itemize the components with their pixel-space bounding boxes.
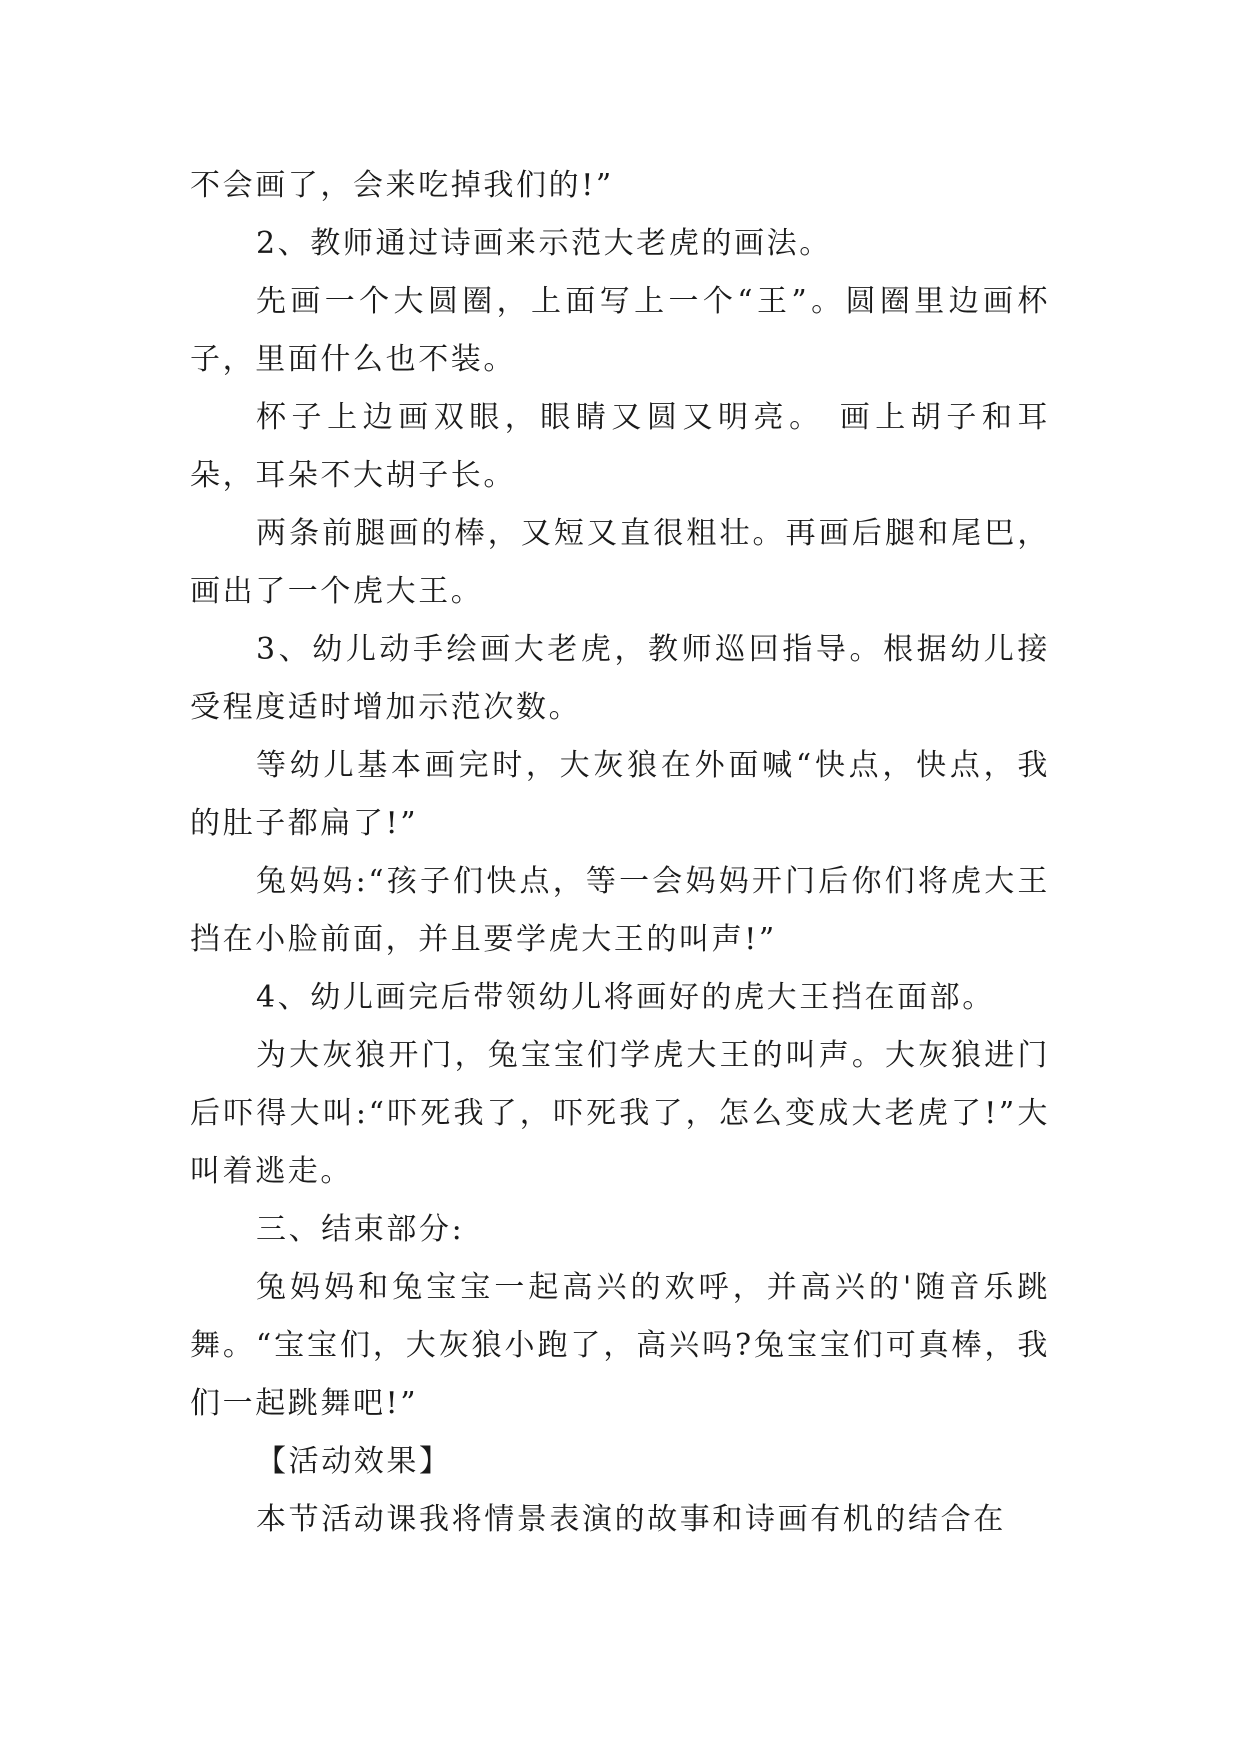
paragraph-summary: 本节活动课我将情景表演的故事和诗画有机的结合在 (256, 1502, 1006, 1537)
paragraph-poem-line-1: 先画一个大圆圈，上面写上一个“王”。圆圈里边画杯子，里面什么也不装。 (190, 284, 1050, 377)
document-body (190, 157, 1050, 1549)
paragraph-open-door: 为大灰狼开门，兔宝宝们学虎大王的叫声。大灰狼进门后吓得大叫:“吓死我了，吓死我了，怎么变成大老虎了!”大叫着逃走。 (190, 1038, 1050, 1189)
paragraph-poem-line-2: 杯子上边画双眼，眼睛又圆又明亮。 画上胡子和耳朵，耳朵不大胡子长。 (190, 400, 1050, 493)
paragraph-poem-line-3: 两条前腿画的棒，又短又直很粗壮。再画后腿和尾巴，画出了一个虎大王。 (190, 516, 1050, 609)
paragraph-continuation: 不会画了，会来吃掉我们的!” (190, 168, 614, 203)
paragraph-step-4: 4、幼儿画完后带领幼儿将画好的虎大王挡在面部。 (256, 980, 995, 1015)
paragraph-celebration: 兔妈妈和兔宝宝一起高兴的欢呼，并高兴的'随音乐跳舞。“宝宝们，大灰狼小跑了，高兴吗?兔宝宝们可真棒，我们一起跳舞吧!” (190, 1270, 1050, 1421)
section-heading-activity-effect: 【活动效果】 (256, 1444, 452, 1479)
paragraph-step-2: 2、教师通过诗画来示范大老虎的画法。 (256, 226, 832, 261)
paragraph-rabbit-mother: 兔妈妈:“孩子们快点，等一会妈妈开门后你们将虎大王挡在小脸前面，并且要学虎大王的叫声!” (190, 864, 1050, 957)
paragraph-step-3: 3、幼儿动手绘画大老虎，教师巡回指导。根据幼儿接受程度适时增加示范次数。 (190, 632, 1050, 725)
paragraph-wolf-shout: 等幼儿基本画完时，大灰狼在外面喊“快点，快点，我的肚子都扁了!” (190, 748, 1050, 841)
section-heading-ending: 三、结束部分: (256, 1212, 465, 1247)
